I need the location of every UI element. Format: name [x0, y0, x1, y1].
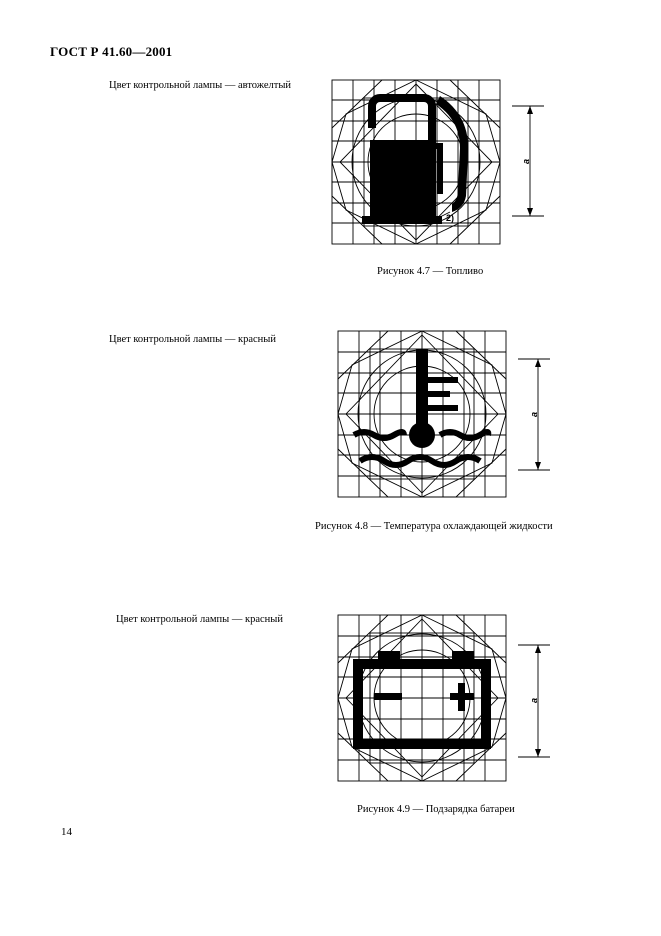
dimension-marker — [518, 645, 550, 757]
construction-grid — [338, 615, 506, 781]
lamp-color-text-fuel: Цвет контрольной лампы — автожелтый — [109, 80, 292, 91]
dimension-marker — [518, 359, 550, 470]
lamp-color-text-battery: Цвет контрольной лампы — красный — [116, 614, 283, 625]
dimension-label: a — [529, 411, 539, 417]
lamp-color-text-coolant: Цвет контрольной лампы — красный — [109, 334, 276, 345]
fuel-pump-icon — [362, 96, 468, 224]
document-header: ГОСТ Р 41.60—2001 — [50, 44, 173, 59]
battery-symbol-figure — [334, 611, 564, 786]
note-label: 2) — [446, 213, 455, 223]
dimension-marker — [512, 106, 544, 216]
figure-caption-4-7: Рисунок 4.7 — Топливо — [377, 266, 484, 277]
coolant-symbol-figure — [334, 327, 564, 502]
figure-caption-4-8: Рисунок 4.8 — Температура охлаждающей жидкости — [315, 521, 553, 532]
dimension-label: a — [521, 158, 531, 164]
figure-caption-4-9: Рисунок 4.9 — Подзарядка батареи — [357, 804, 515, 815]
page-number: 14 — [61, 826, 72, 838]
dimension-label: a — [529, 697, 539, 703]
fuel-symbol-figure — [328, 76, 568, 256]
